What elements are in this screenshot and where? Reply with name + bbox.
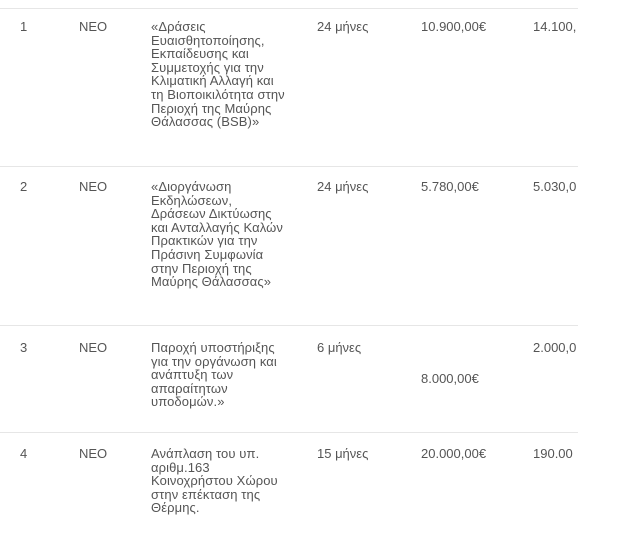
row-number: 4 xyxy=(20,446,28,461)
row-budget: 10.900,00€ xyxy=(421,19,487,34)
row-status: ΝΕΟ xyxy=(79,19,108,34)
row-description: «Διοργάνωση Εκδηλώσεων, Δράσεων Δικτύωσης και Ανταλλαγής Καλών Πρακτικών για την Πράσινη Συμφωνία στην Περιοχή της Μαύρης Θάλασσας» xyxy=(151,179,283,290)
row-status: ΝΕΟ xyxy=(79,179,108,194)
row-status: ΝΕΟ xyxy=(79,446,108,461)
row-duration: 24 μήνες xyxy=(317,19,369,34)
row-extra-amount: 190.00 xyxy=(533,446,573,461)
row-number: 3 xyxy=(20,340,28,355)
table-row xyxy=(0,8,578,167)
row-duration: 15 μήνες xyxy=(317,446,369,461)
row-number: 2 xyxy=(20,179,28,194)
row-extra-amount: 2.000,0 xyxy=(533,340,577,355)
table-row xyxy=(0,432,578,540)
row-budget: 8.000,00€ xyxy=(421,371,479,386)
row-status: ΝΕΟ xyxy=(79,340,108,355)
row-extra-amount: 14.100, xyxy=(533,19,577,34)
row-budget: 20.000,00€ xyxy=(421,446,487,461)
row-description: Παροχή υποστήριξης για την οργάνωση και ανάπτυξη των απαραίτητων υποδομών.» xyxy=(151,340,277,410)
row-duration: 6 μήνες xyxy=(317,340,362,355)
row-description: Ανάπλαση του υπ. αριθμ.163 Κοινοχρήστου Χώρου στην επέκταση της Θέρμης. xyxy=(151,446,278,516)
table-row xyxy=(0,166,578,326)
row-number: 1 xyxy=(20,19,28,34)
row-description: «Δράσεις Ευαισθητοποίησης, Εκπαίδευσης και Συμμετοχής για την Κλιματική Αλλαγή και τη Βιοποικιλότητα στην Περιοχή της Μαύρης Θάλασσας (BSB)» xyxy=(151,19,285,130)
row-budget: 5.780,00€ xyxy=(421,179,479,194)
row-duration: 24 μήνες xyxy=(317,179,369,194)
row-extra-amount: 5.030,0 xyxy=(533,179,577,194)
table-row xyxy=(0,325,578,433)
